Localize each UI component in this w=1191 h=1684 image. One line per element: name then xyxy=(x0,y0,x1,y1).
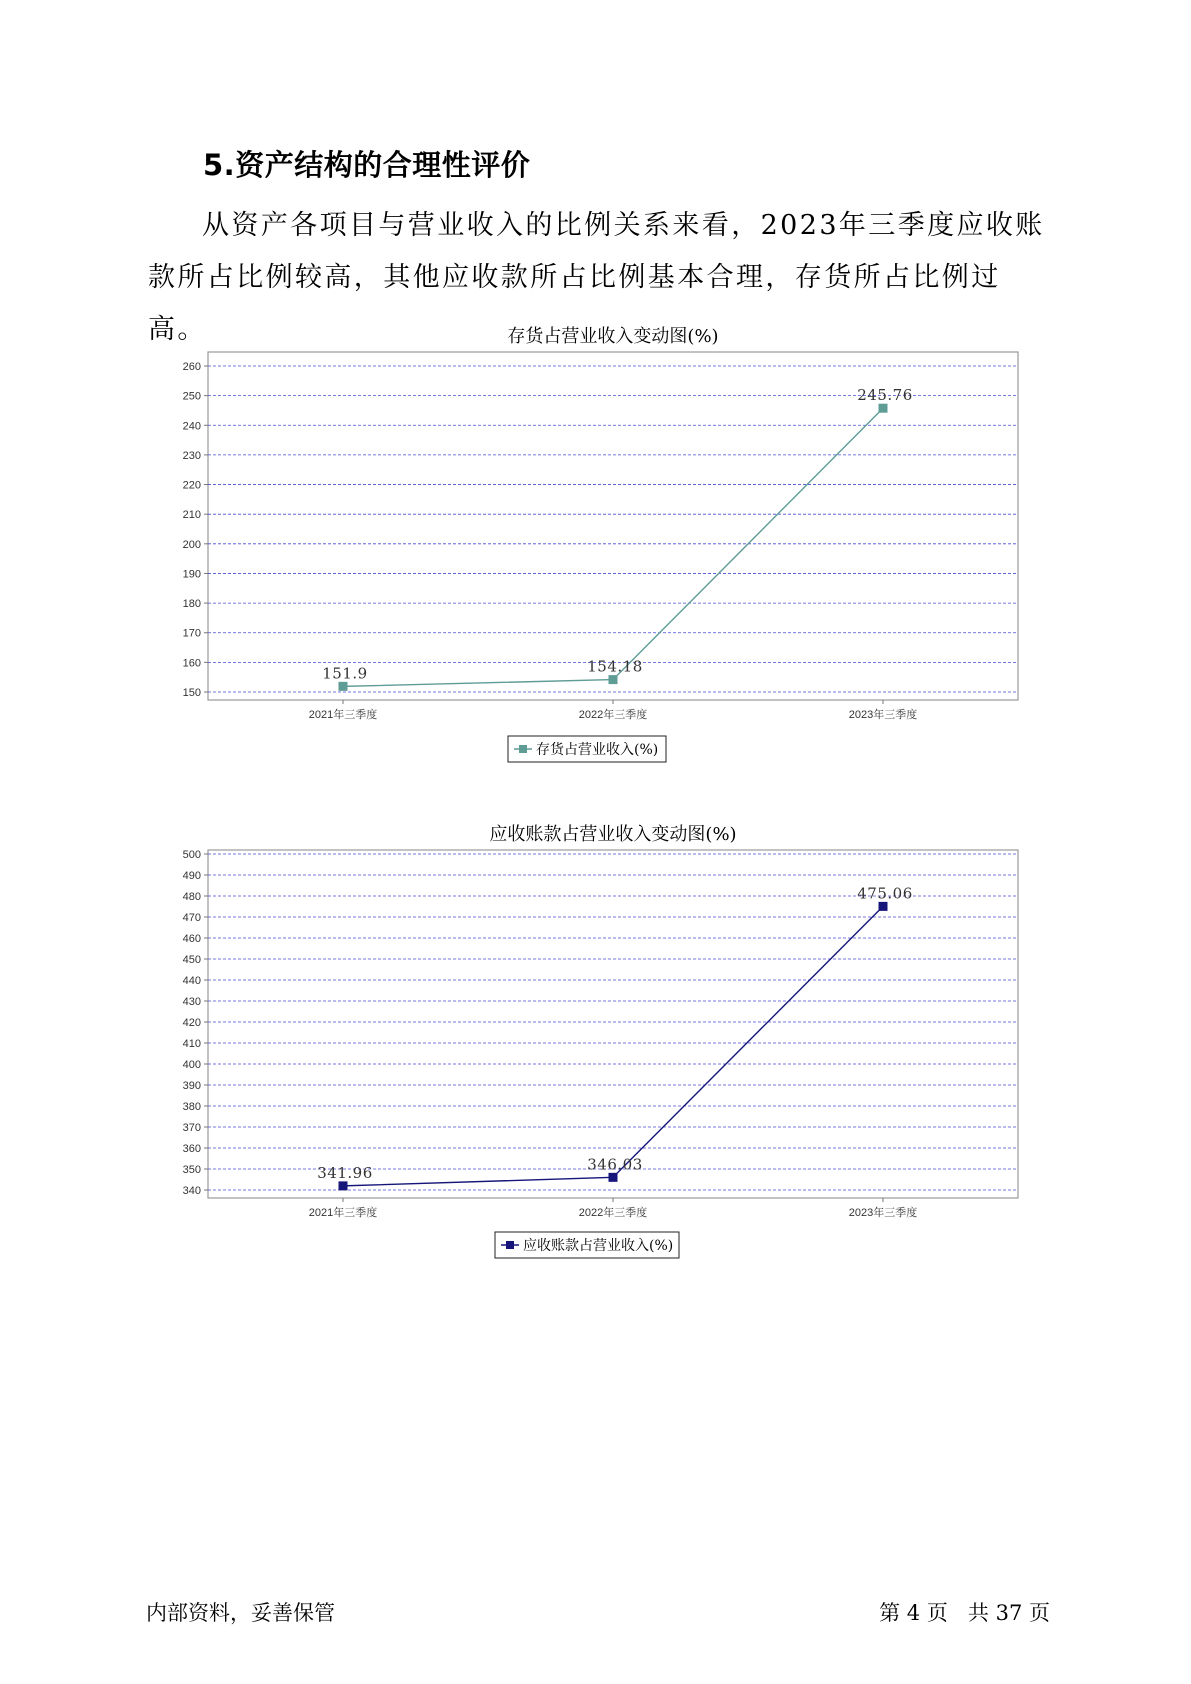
data-point xyxy=(879,404,888,413)
page-suffix: 页 xyxy=(1029,1601,1050,1625)
data-point xyxy=(609,675,618,684)
y-tick-label: 190 xyxy=(182,568,201,581)
y-tick-label: 350 xyxy=(182,1164,201,1176)
data-label: 151.9 xyxy=(322,664,368,683)
y-tick-label: 500 xyxy=(182,849,201,861)
chart-title: 存货占营业收入变动图(%) xyxy=(507,326,719,347)
inventory-ratio-svg xyxy=(0,318,1191,778)
data-label: 475.06 xyxy=(857,884,913,903)
y-tick-label: 260 xyxy=(182,361,201,373)
y-tick-label: 250 xyxy=(182,390,201,403)
footer-page-number xyxy=(879,1597,1050,1627)
y-tick-label: 370 xyxy=(182,1122,201,1134)
y-tick-label: 390 xyxy=(182,1080,201,1092)
y-tick-label: 400 xyxy=(182,1059,201,1071)
x-tick-label: 2023年三季度 xyxy=(848,709,918,721)
section-paragraph: 从资产各项目与营业收入的比例关系来看，2023年三季度应收账款所占比例较高，其他应收款所占比例基本合理，存货所占比例过高。 xyxy=(148,210,1045,345)
y-tick-label: 420 xyxy=(182,1017,201,1029)
y-tick-label: 380 xyxy=(182,1101,201,1113)
y-tick-label: 230 xyxy=(182,449,201,462)
x-tick-label: 2021年三季度 xyxy=(308,709,378,721)
y-tick-label: 480 xyxy=(182,891,201,903)
y-tick-label: 200 xyxy=(182,538,201,551)
data-point xyxy=(879,902,888,911)
y-tick-label: 340 xyxy=(182,1185,201,1197)
y-tick-label: 460 xyxy=(182,933,201,945)
y-tick-label: 360 xyxy=(182,1143,201,1155)
data-label: 346.03 xyxy=(587,1155,643,1174)
y-tick-label: 220 xyxy=(182,479,201,492)
y-tick-label: 440 xyxy=(182,975,201,987)
page-total: 37 xyxy=(995,1601,1023,1625)
y-tick-label: 490 xyxy=(182,870,201,882)
y-tick-label: 240 xyxy=(182,420,201,433)
x-tick-label: 2023年三季度 xyxy=(848,1207,918,1219)
x-tick-label: 2022年三季度 xyxy=(578,709,648,721)
data-point xyxy=(339,682,348,691)
y-tick-label: 470 xyxy=(182,912,201,924)
page-prefix: 第 xyxy=(879,1601,901,1625)
x-tick-label: 2022年三季度 xyxy=(578,1207,648,1219)
receivables-ratio-svg xyxy=(0,818,1191,1278)
inventory-ratio-chart xyxy=(0,318,1191,778)
footer-confidential-note: 内部资料，妥善保管 xyxy=(146,1601,335,1625)
y-tick-label: 410 xyxy=(182,1038,201,1050)
section-heading: 5.资产结构的合理性评价 xyxy=(203,148,531,182)
y-tick-label: 210 xyxy=(182,509,201,522)
y-tick-label: 450 xyxy=(182,954,201,966)
data-label: 341.96 xyxy=(317,1163,373,1182)
y-tick-label: 180 xyxy=(182,598,201,611)
legend-label: 存货占营业收入(%) xyxy=(536,742,659,758)
page-current: 4 xyxy=(906,1601,921,1625)
legend-marker xyxy=(506,1241,514,1249)
data-point xyxy=(339,1181,348,1190)
y-tick-label: 170 xyxy=(182,627,201,640)
data-label: 245.76 xyxy=(857,386,913,405)
y-tick-label: 430 xyxy=(182,996,201,1008)
page-mid: 页 共 xyxy=(926,1601,989,1625)
chart-title: 应收账款占营业收入变动图(%) xyxy=(489,824,737,845)
receivables-ratio-chart xyxy=(0,818,1191,1278)
y-tick-label: 150 xyxy=(182,687,201,699)
data-label: 154.18 xyxy=(587,657,643,676)
x-tick-label: 2021年三季度 xyxy=(308,1207,378,1219)
legend-label: 应收账款占营业收入(%) xyxy=(523,1238,674,1254)
legend-marker xyxy=(519,745,527,753)
data-point xyxy=(609,1173,618,1182)
y-tick-label: 160 xyxy=(182,657,201,670)
